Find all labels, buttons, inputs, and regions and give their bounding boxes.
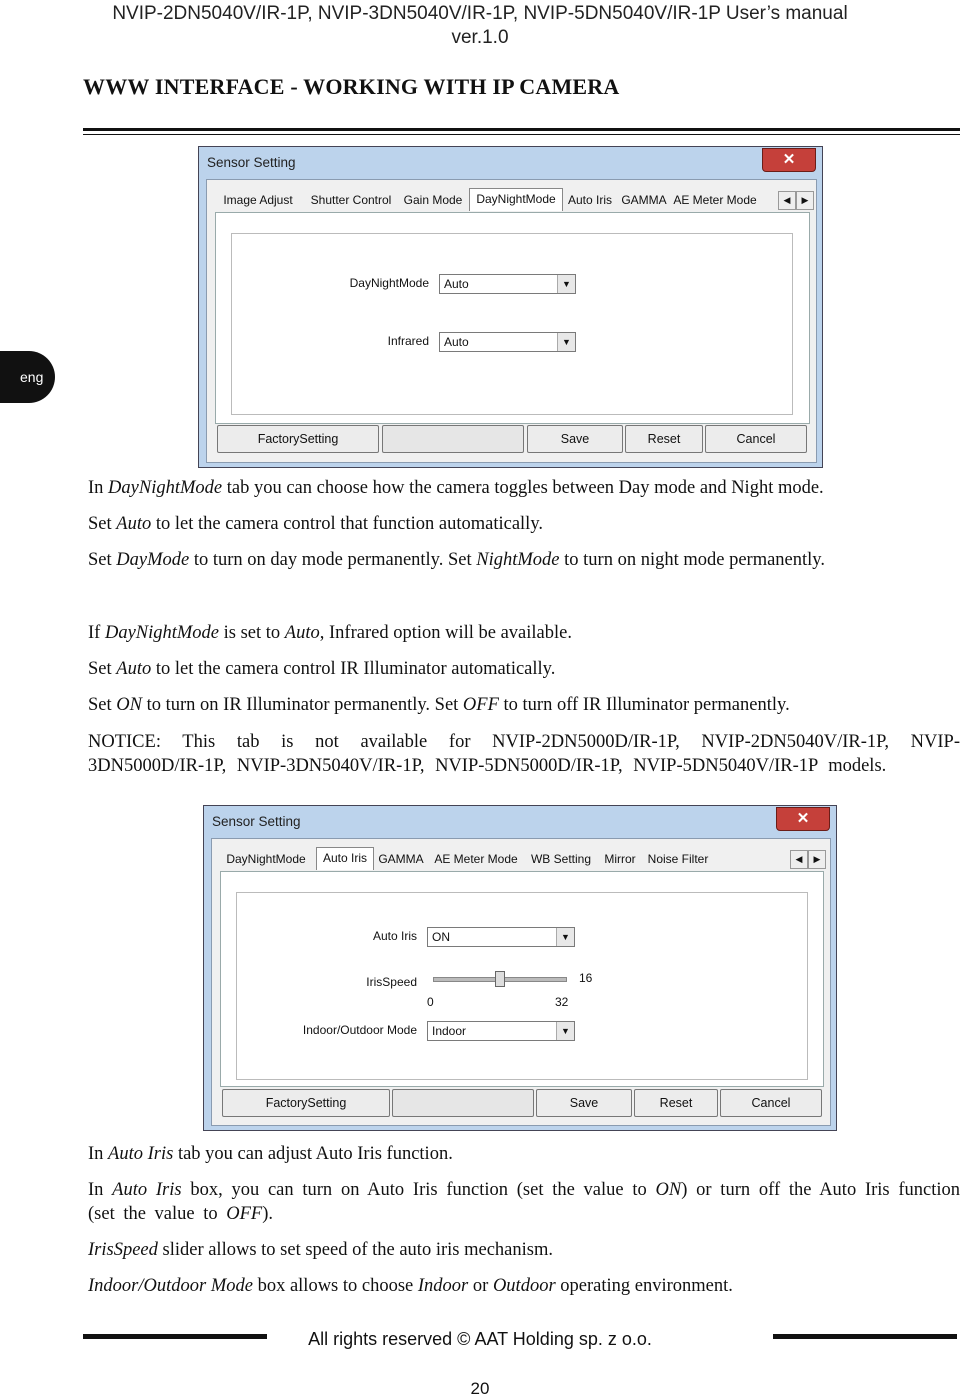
text-run: or bbox=[468, 1276, 493, 1296]
tab-scroll-left-icon[interactable]: ◀ bbox=[790, 850, 808, 869]
tab-gamma[interactable]: GAMMA bbox=[378, 852, 424, 866]
iris-speed-slider-thumb[interactable] bbox=[495, 971, 505, 987]
iris-speed-max: 32 bbox=[555, 995, 569, 1009]
title-rule-thin bbox=[83, 134, 960, 135]
title-rule-thick bbox=[83, 128, 960, 131]
tab-auto-iris[interactable]: Auto Iris bbox=[316, 847, 374, 870]
text-line bbox=[88, 693, 790, 717]
save-button[interactable]: Save bbox=[527, 425, 623, 453]
tab-auto-iris[interactable]: Auto Iris bbox=[567, 193, 612, 207]
text-run: to turn off IR Illuminator permanently. bbox=[498, 695, 790, 715]
chevron-down-icon: ▼ bbox=[556, 928, 574, 946]
tab-panel bbox=[220, 871, 824, 1087]
page-number: 20 bbox=[470, 1379, 490, 1398]
iris-speed-label: IrisSpeed bbox=[366, 975, 417, 989]
emphasized-term: Indoor/Outdoor Mode bbox=[88, 1276, 253, 1296]
emphasized-term: ON bbox=[116, 695, 142, 715]
text-line bbox=[88, 1274, 960, 1298]
chevron-down-icon: ▼ bbox=[557, 333, 575, 351]
tab-ae-meter-mode[interactable]: AE Meter Mode bbox=[673, 193, 757, 207]
reset-button[interactable]: Reset bbox=[625, 425, 703, 453]
text-run: operating environment. bbox=[555, 1276, 733, 1296]
dialog-caption: Sensor Setting bbox=[212, 814, 301, 829]
text-run: box, you can turn on Auto Iris function (set the value to bbox=[181, 1180, 656, 1200]
infrared-value: Auto bbox=[444, 335, 469, 349]
tab-noise-filter[interactable]: Noise Filter bbox=[647, 852, 709, 866]
text-line bbox=[88, 657, 790, 681]
text-run: In bbox=[88, 1180, 113, 1200]
section-title: WWW INTERFACE - WORKING WITH IP CAMERA bbox=[83, 74, 620, 99]
sensor-setting-dialog-autoiris bbox=[203, 805, 837, 1131]
infrared-select[interactable] bbox=[439, 332, 576, 352]
close-icon[interactable]: ✕ bbox=[762, 148, 816, 172]
emphasized-term: Auto Iris bbox=[112, 1180, 182, 1200]
text-run: to turn on IR Illuminator permanently. Set bbox=[141, 695, 463, 715]
text-run: box allows to choose bbox=[252, 1276, 418, 1296]
emphasized-term: NightMode bbox=[476, 550, 560, 570]
text-run: Set bbox=[88, 695, 117, 715]
text-line bbox=[88, 548, 825, 572]
emphasized-term: OFF bbox=[226, 1204, 263, 1224]
emphasized-term: ON bbox=[655, 1180, 682, 1200]
auto-iris-label: Auto Iris bbox=[372, 929, 417, 943]
text-line bbox=[88, 476, 825, 500]
settings-group bbox=[231, 233, 793, 415]
tab-image-adjust[interactable]: Image Adjust bbox=[223, 193, 293, 207]
text-line bbox=[88, 621, 790, 645]
text-run: Set bbox=[88, 659, 117, 679]
factory-setting-button[interactable]: FactorySetting bbox=[217, 425, 379, 453]
text-line bbox=[88, 512, 825, 536]
close-icon[interactable]: ✕ bbox=[776, 807, 830, 831]
dialog-body bbox=[206, 179, 817, 463]
auto-iris-select[interactable] bbox=[427, 927, 575, 947]
button-spacer bbox=[382, 425, 524, 453]
notice-paragraph: NOTICE: This tab is not available for NVIP-2DN5000D/IR-1P, NVIP-2DN5040V/IR-1P, NVIP-3DN5000D/IR-1P, NVIP-3DN5040V/IR-1P, NVIP-5DN5000D/IR-1P, NVIP-5DN5040V/IR-1P models. bbox=[88, 732, 960, 776]
emphasized-term: DayMode bbox=[116, 550, 190, 570]
iris-speed-value: 16 bbox=[579, 971, 593, 985]
tab-daynightmode[interactable]: DayNightMode bbox=[226, 852, 306, 866]
header-version: ver.1.0 bbox=[451, 27, 509, 48]
text-run: Set bbox=[88, 550, 117, 570]
tab-strip bbox=[215, 188, 808, 210]
tab-ae-meter-mode[interactable]: AE Meter Mode bbox=[434, 852, 518, 866]
language-tab: eng bbox=[0, 351, 55, 403]
auto-iris-value: ON bbox=[432, 930, 450, 944]
daynightmode-label: DayNightMode bbox=[349, 276, 429, 290]
text-line bbox=[88, 1142, 960, 1166]
dialog-caption: Sensor Setting bbox=[207, 155, 296, 170]
tab-strip bbox=[220, 847, 820, 869]
text-run: is set to bbox=[219, 623, 285, 643]
paragraph-daynight-intro bbox=[88, 476, 825, 572]
text-run: to turn on day mode permanently. Set bbox=[189, 550, 477, 570]
tab-shutter-control[interactable]: Shutter Control bbox=[310, 193, 392, 207]
sensor-setting-dialog-daynight bbox=[198, 146, 823, 468]
tab-scroll-left-icon[interactable]: ◀ bbox=[778, 191, 796, 210]
tab-daynightmode[interactable]: DayNightMode bbox=[469, 188, 563, 211]
daynightmode-select[interactable] bbox=[439, 274, 576, 294]
text-run: to let the camera control that function automatically. bbox=[151, 514, 543, 534]
tab-mirror[interactable]: Mirror bbox=[604, 852, 636, 866]
text-run: In bbox=[88, 478, 109, 498]
factory-setting-button[interactable]: FactorySetting bbox=[222, 1089, 390, 1117]
button-spacer bbox=[392, 1089, 534, 1117]
emphasized-term: Auto bbox=[116, 514, 152, 534]
daynightmode-value: Auto bbox=[444, 277, 469, 291]
tab-panel bbox=[215, 212, 810, 424]
emphasized-term: Auto bbox=[284, 623, 320, 643]
text-run: ). bbox=[262, 1204, 274, 1224]
running-header bbox=[0, 2, 960, 50]
paragraph-infrared bbox=[88, 621, 790, 717]
emphasized-term: Auto Iris bbox=[108, 1144, 174, 1164]
emphasized-term: OFF bbox=[462, 695, 499, 715]
chevron-down-icon: ▼ bbox=[557, 275, 575, 293]
text-run: tab you can choose how the camera toggles between Day mode and Night mode. bbox=[222, 478, 824, 498]
emphasized-term: Auto bbox=[116, 659, 152, 679]
tab-gamma[interactable]: GAMMA bbox=[621, 193, 667, 207]
text-run: to turn on night mode permanently. bbox=[559, 550, 825, 570]
cancel-button[interactable]: Cancel bbox=[720, 1089, 822, 1117]
header-title: NVIP-2DN5040V/IR-1P, NVIP-3DN5040V/IR-1P, NVIP-5DN5040V/IR-1P User’s manual bbox=[112, 3, 848, 24]
tab-gain-mode[interactable]: Gain Mode bbox=[403, 193, 463, 207]
iris-speed-min: 0 bbox=[427, 995, 434, 1009]
paragraph-auto-iris bbox=[88, 1142, 960, 1298]
text-run: , Infrared option will be available. bbox=[319, 623, 572, 643]
text-run: tab you can adjust Auto Iris function. bbox=[173, 1144, 453, 1164]
chevron-down-icon: ▼ bbox=[556, 1022, 574, 1040]
indoor-outdoor-label: Indoor/Outdoor Mode bbox=[302, 1023, 417, 1037]
dialog-body bbox=[211, 838, 831, 1126]
tab-scroll-right-icon[interactable]: ▶ bbox=[796, 191, 814, 210]
indoor-outdoor-select[interactable] bbox=[427, 1021, 575, 1041]
save-button[interactable]: Save bbox=[536, 1089, 632, 1117]
emphasized-term: DayNightMode bbox=[108, 478, 223, 498]
text-line bbox=[88, 1238, 960, 1262]
text-run: slider allows to set speed of the auto iris mechanism. bbox=[157, 1240, 553, 1260]
settings-group bbox=[236, 892, 808, 1080]
text-run: Set bbox=[88, 514, 117, 534]
text-run: to let the camera control IR Illuminator automatically. bbox=[151, 659, 556, 679]
cancel-button[interactable]: Cancel bbox=[705, 425, 807, 453]
text-line bbox=[88, 1178, 960, 1226]
copyright: All rights reserved © AAT Holding sp. z o.o. bbox=[308, 1329, 652, 1349]
text-run: In bbox=[88, 1144, 109, 1164]
text-run: ) or turn off the Auto Iris function (set the value to bbox=[88, 1180, 960, 1224]
emphasized-term: Outdoor bbox=[492, 1276, 556, 1296]
text-run: If bbox=[88, 623, 105, 643]
tab-wb-setting[interactable]: WB Setting bbox=[530, 852, 592, 866]
indoor-outdoor-value: Indoor bbox=[432, 1024, 467, 1038]
emphasized-term: Indoor bbox=[417, 1276, 469, 1296]
infrared-label: Infrared bbox=[387, 334, 429, 348]
reset-button[interactable]: Reset bbox=[634, 1089, 718, 1117]
emphasized-term: IrisSpeed bbox=[88, 1240, 158, 1260]
emphasized-term: DayNightMode bbox=[104, 623, 220, 643]
tab-scroll-right-icon[interactable]: ▶ bbox=[808, 850, 826, 869]
